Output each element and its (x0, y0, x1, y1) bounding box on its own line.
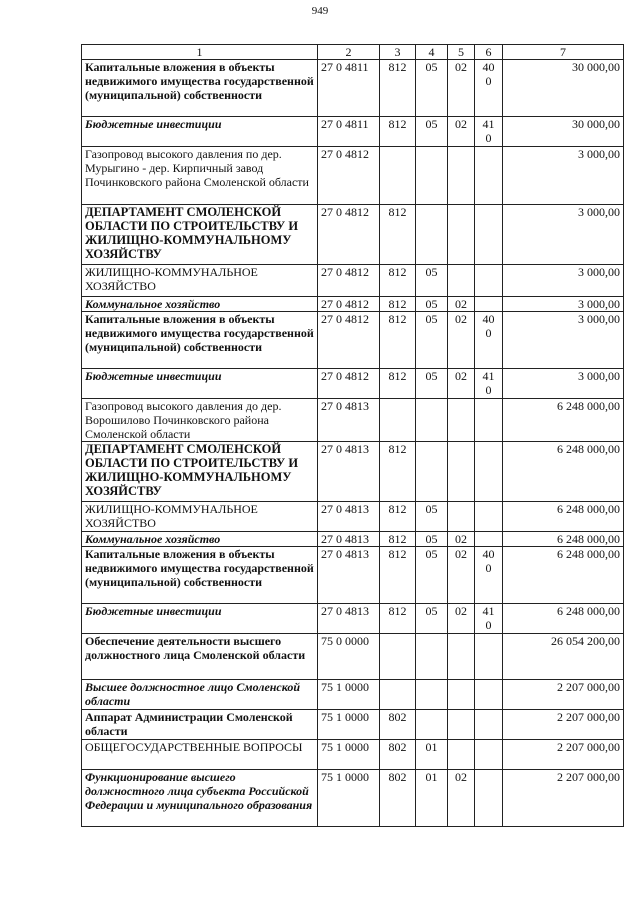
header-cell: 7 (503, 45, 624, 60)
row-expense-type-cell (475, 265, 503, 297)
row-name-cell: Газопровод высокого давления до дер. Ворошилово Починковского района Смоленской области (82, 399, 318, 442)
row-section-cell (416, 710, 448, 740)
row-expense-type-cell (475, 532, 503, 547)
row-sum-cell: 3 000,00 (503, 369, 624, 399)
row-name-cell: ДЕПАРТАМЕНТ СМОЛЕНСКОЙ ОБЛАСТИ ПО СТРОИТЕЛЬСТВУ И ЖИЛИЩНО-КОММУНАЛЬНОМУ ХОЗЯЙСТВУ (82, 442, 318, 502)
row-section-cell: 05 (416, 502, 448, 532)
table-row (82, 205, 624, 265)
row-subsection-cell (448, 502, 475, 532)
row-section-cell: 05 (416, 369, 448, 399)
row-subsection-cell: 02 (448, 547, 475, 604)
table-row (82, 297, 624, 312)
table-row (82, 60, 624, 117)
row-ved-cell: 812 (380, 117, 416, 147)
row-ved-cell: 812 (380, 297, 416, 312)
row-name-cell: Капитальные вложения в объекты недвижимого имущества государственной (муниципальной) собственности (82, 547, 318, 604)
row-name-cell: Аппарат Администрации Смоленской области (82, 710, 318, 740)
row-ved-cell: 812 (380, 547, 416, 604)
row-subsection-cell (448, 265, 475, 297)
row-subsection-cell (448, 205, 475, 265)
row-expense-type-cell (475, 147, 503, 205)
row-subsection-cell (448, 634, 475, 680)
row-code-cell: 27 0 4811 (318, 60, 380, 117)
header-cell: 2 (318, 45, 380, 60)
row-sum-cell: 6 248 000,00 (503, 442, 624, 502)
row-section-cell: 01 (416, 740, 448, 770)
row-name-cell: ЖИЛИЩНО-КОММУНАЛЬНОЕ ХОЗЯЙСТВО (82, 502, 318, 532)
row-name-cell: ДЕПАРТАМЕНТ СМОЛЕНСКОЙ ОБЛАСТИ ПО СТРОИТЕЛЬСТВУ И ЖИЛИЩНО-КОММУНАЛЬНОМУ ХОЗЯЙСТВУ (82, 205, 318, 265)
row-name-cell: Бюджетные инвестиции (82, 604, 318, 634)
budget-table (81, 44, 624, 827)
header-cell: 4 (416, 45, 448, 60)
row-sum-cell: 6 248 000,00 (503, 399, 624, 442)
table-row (82, 680, 624, 710)
row-section-cell (416, 205, 448, 265)
row-code-cell: 27 0 4811 (318, 117, 380, 147)
row-subsection-cell (448, 147, 475, 205)
row-section-cell: 05 (416, 60, 448, 117)
row-code-cell: 75 1 0000 (318, 740, 380, 770)
row-code-cell: 27 0 4813 (318, 547, 380, 604)
row-sum-cell: 6 248 000,00 (503, 547, 624, 604)
row-name-cell: Капитальные вложения в объекты недвижимого имущества государственной (муниципальной) собственности (82, 312, 318, 369)
row-code-cell: 27 0 4813 (318, 399, 380, 442)
row-code-cell: 27 0 4813 (318, 604, 380, 634)
table-row (82, 634, 624, 680)
row-sum-cell: 3 000,00 (503, 297, 624, 312)
row-section-cell (416, 634, 448, 680)
row-section-cell: 05 (416, 265, 448, 297)
row-sum-cell: 3 000,00 (503, 265, 624, 297)
row-expense-type-cell (475, 770, 503, 827)
row-ved-cell (380, 680, 416, 710)
row-subsection-cell: 02 (448, 297, 475, 312)
row-code-cell: 27 0 4812 (318, 369, 380, 399)
row-ved-cell (380, 634, 416, 680)
row-name-cell: Капитальные вложения в объекты недвижимого имущества государственной (муниципальной) собственности (82, 60, 318, 117)
row-ved-cell: 812 (380, 604, 416, 634)
table-row (82, 312, 624, 369)
row-ved-cell (380, 147, 416, 205)
table-row (82, 532, 624, 547)
header-cell: 3 (380, 45, 416, 60)
row-sum-cell: 6 248 000,00 (503, 502, 624, 532)
row-subsection-cell: 02 (448, 604, 475, 634)
row-expense-type-cell: 40 0 (475, 547, 503, 604)
row-ved-cell: 812 (380, 532, 416, 547)
row-name-cell: Газопровод высокого давления по дер. Мурыгино - дер. Кирпичный завод Починковского района Смоленской области (82, 147, 318, 205)
row-name-cell: Обеспечение деятельности высшего должностного лица Смоленской области (82, 634, 318, 680)
row-expense-type-cell (475, 205, 503, 265)
row-expense-type-cell: 41 0 (475, 604, 503, 634)
table-row (82, 604, 624, 634)
row-section-cell (416, 680, 448, 710)
table-row (82, 740, 624, 770)
row-subsection-cell: 02 (448, 312, 475, 369)
row-sum-cell: 30 000,00 (503, 117, 624, 147)
row-sum-cell: 2 207 000,00 (503, 680, 624, 710)
table-row (82, 502, 624, 532)
row-ved-cell: 812 (380, 369, 416, 399)
row-sum-cell: 6 248 000,00 (503, 604, 624, 634)
row-section-cell: 05 (416, 297, 448, 312)
row-code-cell: 27 0 4813 (318, 532, 380, 547)
row-code-cell: 27 0 4812 (318, 205, 380, 265)
row-subsection-cell (448, 399, 475, 442)
table-row (82, 442, 624, 502)
table-row (82, 399, 624, 442)
header-cell: 5 (448, 45, 475, 60)
row-subsection-cell: 02 (448, 117, 475, 147)
row-sum-cell: 30 000,00 (503, 60, 624, 117)
table-header-row (82, 45, 624, 60)
row-name-cell: Бюджетные инвестиции (82, 369, 318, 399)
row-expense-type-cell (475, 680, 503, 710)
row-code-cell: 27 0 4812 (318, 147, 380, 205)
row-expense-type-cell: 41 0 (475, 369, 503, 399)
row-sum-cell: 3 000,00 (503, 312, 624, 369)
row-ved-cell: 812 (380, 205, 416, 265)
row-section-cell: 05 (416, 117, 448, 147)
row-sum-cell: 2 207 000,00 (503, 770, 624, 827)
row-subsection-cell: 02 (448, 369, 475, 399)
row-ved-cell: 802 (380, 710, 416, 740)
row-code-cell: 27 0 4812 (318, 265, 380, 297)
row-subsection-cell: 02 (448, 770, 475, 827)
table-row (82, 147, 624, 205)
table-row (82, 369, 624, 399)
row-code-cell: 27 0 4813 (318, 502, 380, 532)
row-expense-type-cell (475, 740, 503, 770)
table-row (82, 547, 624, 604)
header-cell: 1 (82, 45, 318, 60)
row-ved-cell: 802 (380, 740, 416, 770)
row-name-cell: Коммунальное хозяйство (82, 532, 318, 547)
row-ved-cell: 812 (380, 265, 416, 297)
row-name-cell: Бюджетные инвестиции (82, 117, 318, 147)
row-ved-cell: 812 (380, 60, 416, 117)
row-code-cell: 75 1 0000 (318, 710, 380, 740)
row-ved-cell: 812 (380, 502, 416, 532)
row-subsection-cell (448, 680, 475, 710)
row-sum-cell: 3 000,00 (503, 147, 624, 205)
table-row (82, 710, 624, 740)
row-ved-cell: 802 (380, 770, 416, 827)
row-section-cell: 05 (416, 604, 448, 634)
row-expense-type-cell: 40 0 (475, 60, 503, 117)
row-expense-type-cell (475, 399, 503, 442)
row-code-cell: 27 0 4812 (318, 312, 380, 369)
table-row (82, 770, 624, 827)
row-sum-cell: 3 000,00 (503, 205, 624, 265)
page-number: 949 (311, 5, 329, 17)
row-section-cell: 05 (416, 547, 448, 604)
row-section-cell (416, 147, 448, 205)
row-ved-cell: 812 (380, 312, 416, 369)
row-section-cell: 05 (416, 532, 448, 547)
header-cell: 6 (475, 45, 503, 60)
row-sum-cell: 2 207 000,00 (503, 740, 624, 770)
row-sum-cell: 2 207 000,00 (503, 710, 624, 740)
row-section-cell (416, 442, 448, 502)
row-subsection-cell (448, 740, 475, 770)
row-expense-type-cell (475, 297, 503, 312)
row-expense-type-cell: 41 0 (475, 117, 503, 147)
row-expense-type-cell (475, 502, 503, 532)
row-expense-type-cell: 40 0 (475, 312, 503, 369)
row-section-cell: 05 (416, 312, 448, 369)
row-subsection-cell (448, 710, 475, 740)
row-code-cell: 75 1 0000 (318, 680, 380, 710)
row-subsection-cell: 02 (448, 60, 475, 117)
row-subsection-cell: 02 (448, 532, 475, 547)
table-row (82, 117, 624, 147)
row-name-cell: Высшее должностное лицо Смоленской области (82, 680, 318, 710)
row-name-cell: Функционирование высшего должностного лица субъекта Российской Федерации и муниципального образования (82, 770, 318, 827)
row-ved-cell: 812 (380, 442, 416, 502)
row-section-cell (416, 399, 448, 442)
row-expense-type-cell (475, 710, 503, 740)
row-sum-cell: 6 248 000,00 (503, 532, 624, 547)
row-expense-type-cell (475, 634, 503, 680)
row-subsection-cell (448, 442, 475, 502)
row-code-cell: 75 1 0000 (318, 770, 380, 827)
row-code-cell: 75 0 0000 (318, 634, 380, 680)
row-name-cell: ЖИЛИЩНО-КОММУНАЛЬНОЕ ХОЗЯЙСТВО (82, 265, 318, 297)
row-ved-cell (380, 399, 416, 442)
row-code-cell: 27 0 4813 (318, 442, 380, 502)
row-section-cell: 01 (416, 770, 448, 827)
row-sum-cell: 26 054 200,00 (503, 634, 624, 680)
row-name-cell: ОБЩЕГОСУДАРСТВЕННЫЕ ВОПРОСЫ (82, 740, 318, 770)
row-name-cell: Коммунальное хозяйство (82, 297, 318, 312)
row-code-cell: 27 0 4812 (318, 297, 380, 312)
table-row (82, 265, 624, 297)
row-expense-type-cell (475, 442, 503, 502)
